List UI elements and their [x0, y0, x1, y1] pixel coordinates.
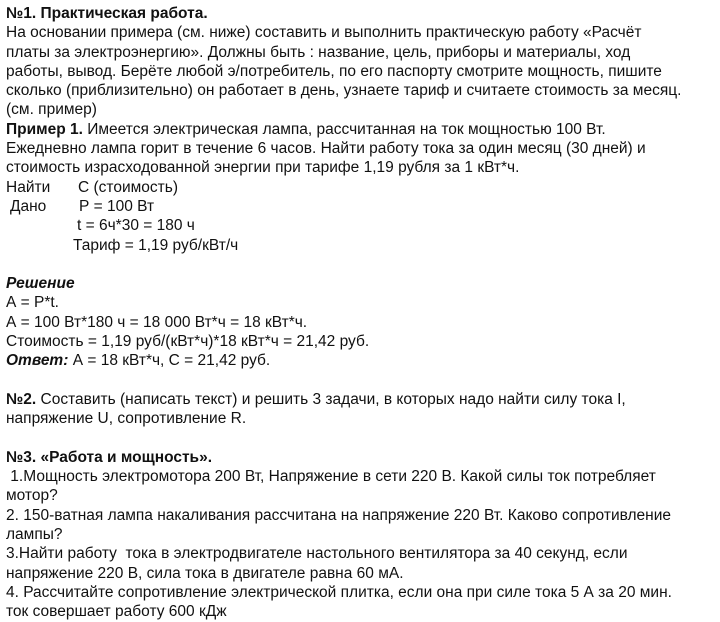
task3-line-1: 1.Мощность электромотора 200 Вт, Напряжение в сети 220 В. Какой силы ток потребляет — [6, 468, 656, 486]
task3-line-6: напряжение 220 В, сила тока в двигателе равна 60 мА. — [6, 564, 404, 582]
solution-line-3: Стоимость = 1,19 руб/(кВт*ч)*18 кВт*ч = 21,42 руб. — [6, 333, 370, 351]
task3-line-4: лампы? — [6, 526, 63, 544]
answer-row — [6, 351, 712, 370]
example-heading — [6, 120, 712, 139]
task3-line-8: ток совершает работу 600 кДж — [6, 603, 227, 621]
task2-number: №2. — [6, 390, 37, 408]
given-label: Дано — [10, 197, 47, 215]
task1-line-1: На основании примера (см. ниже) составить и выполнить практическую работу «Расчёт — [6, 24, 642, 42]
task1-line-3: работы, вывод. Берёте любой э/потребитель, по его паспорту смотрите мощность, пишите — [6, 62, 662, 80]
task2-line-2: напряжение U, сопротивление R. — [6, 410, 247, 428]
given-value-1: Р = 100 Вт — [79, 197, 155, 215]
spacer — [6, 429, 712, 448]
answer-label: Ответ: — [6, 352, 69, 370]
task3-line-7: 4. Рассчитайте сопротивление электрической плитка, если она при силе тока 5 А за 20 мин. — [6, 583, 672, 601]
example-line-1: Имеется электрическая лампа, рассчитанная на ток мощностью 100 Вт. — [82, 120, 606, 138]
example-line-2: Ежедневно лампа горит в течение 6 часов. Найти работу тока за один месяц (30 дней) и — [6, 140, 646, 158]
find-value: С (стоимость) — [78, 178, 178, 196]
solution-line-1: А = Р*t. — [6, 294, 59, 312]
task2-heading — [6, 390, 712, 409]
find-label: Найти — [6, 178, 51, 196]
task1-title: . Практическая работа. — [31, 5, 208, 22]
example-line-3: стоимость израсходованной энергии при тарифе 1,19 рубля за 1 кВт*ч. — [6, 159, 520, 177]
example-label: Пример 1. — [6, 120, 83, 138]
answer-text: А = 18 кВт*ч, С = 21,42 руб. — [68, 352, 271, 370]
task1-heading — [6, 4, 712, 23]
task1-line-4: сколько (приблизительно) он работает в день, узнаете тариф и считаете стоимость за месяц. — [6, 82, 682, 100]
solution-line-2: А = 100 Вт*180 ч = 18 000 Вт*ч = 18 кВт*ч. — [6, 313, 308, 331]
given-row — [6, 197, 712, 216]
task1-line-2: платы за электроэнергию». Должны быть : название, цель, приборы и материалы, ход — [6, 43, 631, 61]
given-value-2: t = 6ч*30 = 180 ч — [77, 217, 195, 235]
spacer — [6, 371, 712, 390]
task2-line-1: Составить (написать текст) и решить 3 задачи, в которых надо найти силу тока I, — [36, 390, 626, 408]
task1-number: №1 — [6, 5, 32, 22]
task3-title: №3. «Работа и мощность». — [6, 448, 212, 466]
task3-line-2: мотор? — [6, 487, 58, 505]
task3-line-5: 3.Найти работу тока в электродвигателе настольного вентилятора за 40 секунд, если — [6, 545, 628, 563]
given-value-3: Тариф = 1,19 руб/кВт/ч — [73, 236, 239, 254]
task1-line-5: (см. пример) — [6, 101, 97, 119]
spacer — [6, 255, 712, 274]
solution-label: Решение — [6, 275, 75, 293]
task3-line-3: 2. 150-ватная лампа накаливания рассчитана на напряжение 220 Вт. Каково сопротивление — [6, 506, 671, 524]
find-row — [6, 178, 712, 197]
